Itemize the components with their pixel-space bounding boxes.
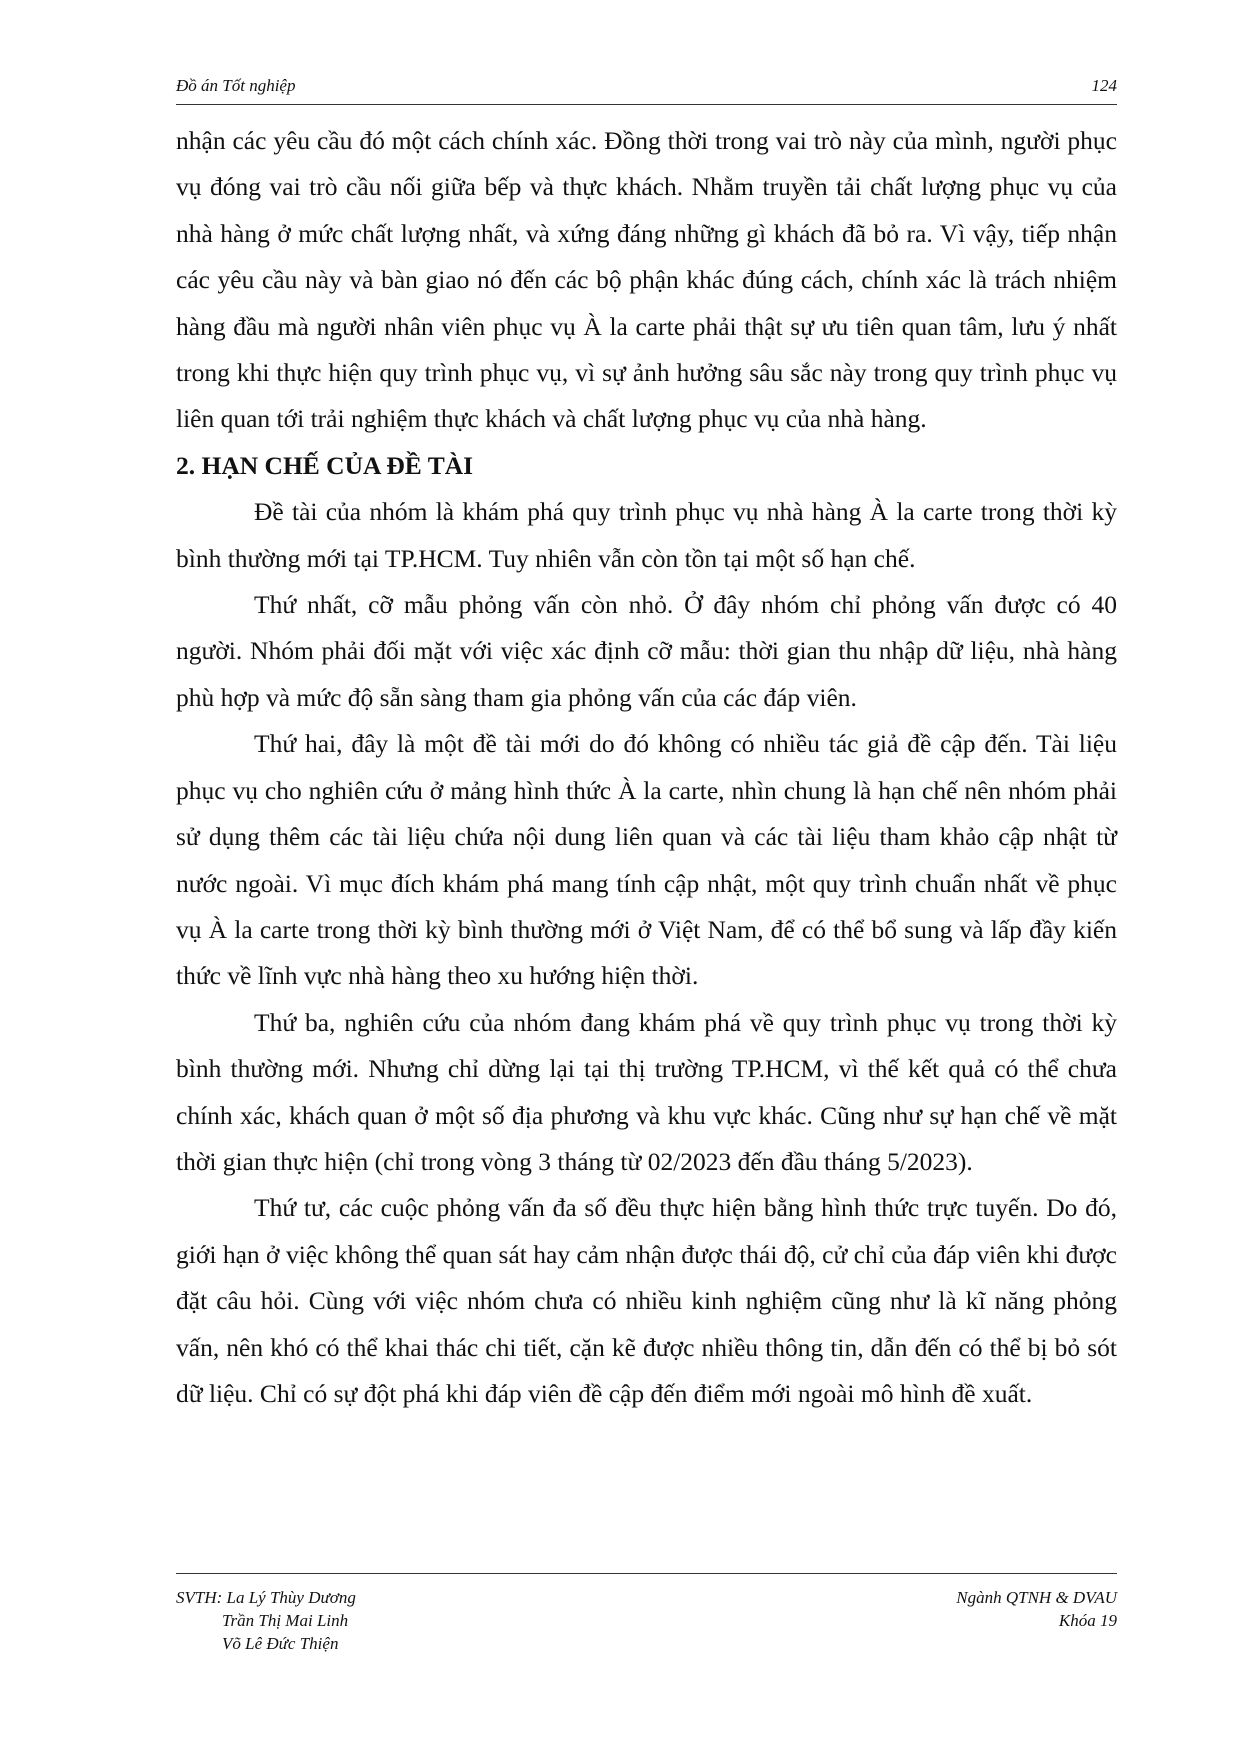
footer-cohort: Khóa 19: [1058, 1611, 1117, 1630]
paragraph-continued: nhận các yêu cầu đó một cách chính xác. Đồng thời trong vai trò này của mình, người phục vụ đóng vai trò cầu nối giữa bếp và thực khách. Nhằm truyền tải chất lượng phục vụ của nhà hàng ở mức chất lượng nhất, và xứng đáng những gì khách đã bỏ ra. Vì vậy, tiếp nhận các yêu cầu này và bàn giao nó đến các bộ phận khác đúng cách, chính xác là trách nhiệm hàng đầu mà người nhân viên phục vụ À la carte phải thật sự ưu tiên quan tâm, lưu ý nhất trong khi thực hiện quy trình phục vụ, vì sự ảnh hưởng sâu sắc này trong quy trình phục vụ liên quan tới trải nghiệm thực khách và chất lượng phục vụ của nhà hàng.: [176, 126, 1117, 434]
paragraph-limitation-4: Thứ tư, các cuộc phỏng vấn đa số đều thực hiện bằng hình thức trực tuyến. Do đó, giới hạn ở việc không thể quan sát hay cảm nhận được thái độ, cử chỉ của đáp viên khi được đặt câu hỏi. Cùng với việc nhóm chưa có nhiều kinh nghiệm cũng như là kĩ năng phỏng vấn, nên khó có thể khai thác chi tiết, cặn kẽ được nhiều thông tin, dẫn đến có thể bị bỏ sót dữ liệu. Chỉ có sự đột phá khi đáp viên đề cập đến điểm mới ngoài mô hình đề xuất.: [176, 1193, 1117, 1408]
page-header: [176, 74, 1117, 105]
footer-author-3: Võ Lê Đức Thiện: [222, 1634, 339, 1653]
header-title: Đồ án Tốt nghiệp: [176, 76, 296, 95]
footer-author-2: Trần Thị Mai Linh: [222, 1611, 349, 1630]
paragraph-limitation-3: Thứ ba, nghiên cứu của nhóm đang khám phá về quy trình phục vụ trong thời kỳ bình thường mới. Nhưng chỉ dừng lại tại thị trường TP.HCM, vì thế kết quả có thể chưa chính xác, khách quan ở một số địa phương và khu vực khác. Cũng như sự hạn chế về mặt thời gian thực hiện (chỉ trong vòng 3 tháng từ 02/2023 đến đầu tháng 5/2023).: [176, 1007, 1117, 1176]
footer-authors: [176, 1586, 356, 1655]
page-number: 124: [1091, 76, 1117, 95]
paragraph-intro: Đề tài của nhóm là khám phá quy trình phục vụ nhà hàng À la carte trong thời kỳ bình thường mới tại TP.HCM. Tuy nhiên vẫn còn tồn tại một số hạn chế.: [176, 497, 1117, 573]
footer-author-line: SVTH: La Lý Thùy Dương: [176, 1588, 356, 1607]
page-footer: [176, 1573, 1117, 1684]
footer-major: Ngành QTNH & DVAU: [956, 1588, 1117, 1607]
section-heading: 2. HẠN CHẾ CỦA ĐỀ TÀI: [176, 450, 474, 480]
paragraph-limitation-1: Thứ nhất, cỡ mẫu phỏng vấn còn nhỏ. Ở đây nhóm chỉ phỏng vấn được có 40 người. Nhóm phải đối mặt với việc xác định cỡ mẫu: thời gian thu nhập dữ liệu, nhà hàng phù hợp và mức độ sẵn sàng tham gia phỏng vấn của các đáp viên.: [176, 590, 1117, 712]
page-body: [176, 118, 1117, 1417]
paragraph-limitation-2: Thứ hai, đây là một đề tài mới do đó không có nhiều tác giả đề cập đến. Tài liệu phục vụ cho nghiên cứu ở mảng hình thức À la carte, nhìn chung là hạn chế nên nhóm phải sử dụng thêm các tài liệu chứa nội dung liên quan và các tài liệu tham khảo cập nhật từ nước ngoài. Vì mục đích khám phá mang tính cập nhật, một quy trình chuẩn nhất về phục vụ À la carte trong thời kỳ bình thường mới ở Việt Nam, để có thể bổ sung và lấp đầy kiến thức về lĩnh vực nhà hàng theo xu hướng hiện thời.: [176, 729, 1117, 991]
footer-program: [956, 1586, 1117, 1632]
